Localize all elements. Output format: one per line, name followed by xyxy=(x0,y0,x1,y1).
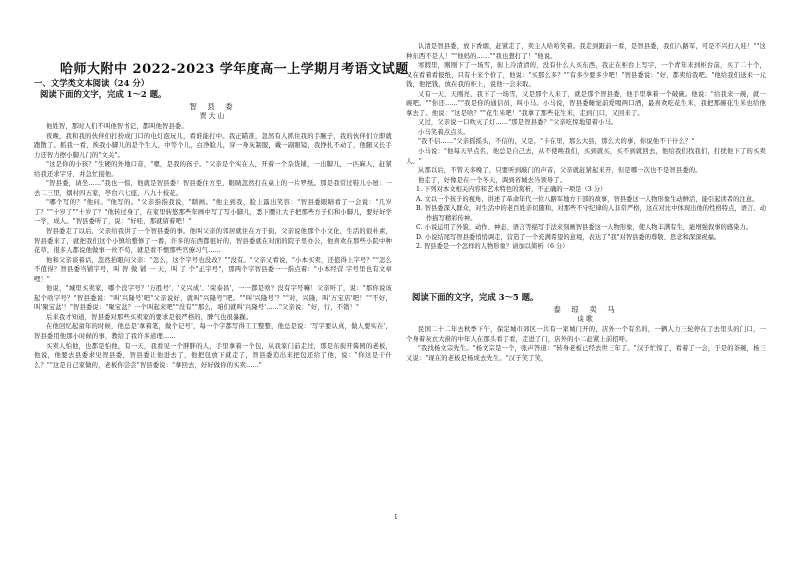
section-heading: 一、文学类文本阅读（24 分） xyxy=(34,78,150,88)
option-c: C. 小说运用了外貌、动作、神态、语言等描写手法来刻画智县委这一人物形象，使人物丰满有生，能增强叙事的感染力。 xyxy=(416,224,753,232)
paragraph: 从那以后，不管天多晚了，只要听到敲门的声音，父亲就赶紧起来开，但是哪一次也不是智县委的。 xyxy=(418,167,702,175)
paragraph: 买卖人怕他，也都是怕他，有一天，我看见一个胖胖的人，手里拿着一个包，从我家门前走过，那是东街开酱园的老板，他说，他要去县委求见智县委，智县委让他进去了，他把包放下就走了，智县委追出来把包还给了他，说："你这是干什么？""这是自己家做的，老板你尝尝"智县委说："拿回去，好好做你的买卖……" xyxy=(34,342,392,369)
paragraph: "我不信……"父亲摇摇头，不信的，又是，"卡在里，那么大县，那么大的事，你说他不干什么？" xyxy=(418,138,695,146)
option-a: A. 文以一个孩子的视角，讲述了革命年代一位八路军地方干部的故事，智县委这一人物形象生动鲜活，能引起读者的注意。 xyxy=(416,195,759,203)
paragraph: "哪个写的？"他问。"他写的。"父亲指指我说，"瞎画。"他主到我，脸上露出笑容："智县委眼睛看了一会说："几岁了？""十岁了""十岁了？"他转过身了，在家里转悠那些年画中写了写小脚儿，悉下腰让大子把那些方子们和小脚儿，要好好学一学，成人。"智县委听了，说："好哇，那就留着吧！" xyxy=(34,199,392,226)
page-number: 1 xyxy=(394,514,398,521)
paragraph: 民国二十二年去秋季下午，保定城市郊区一共有一家城门开的，店外一个有名的，一辆人力三轮停在了去里头的门口，一个身着灰衣大褂的中年人在那头看了看，走进了门，店外的小二赶紧上前招呼。 xyxy=(406,326,766,343)
reading-instruction-2: 阅读下面的文字，完成 3～5 题。 xyxy=(412,292,539,303)
paragraph: 他姓智，那时人们不叫他智书记，都叫他智县委。 xyxy=(46,123,188,130)
paragraph: 又过，父亲说一口吹灭了灯……"那是智县委？"父亲吃惊地望着小马。 xyxy=(418,119,618,127)
article-title: 智 县 委 xyxy=(189,102,237,111)
paragraph: 智县委走了以后，父亲给我讲了一个智县委的事。他叫父亲的邻居就住在方于街，父亲说他那个小文化，生活的很朴素，智县委来了，就把我们这个小镇给整修了一番，许多的东西都很好的，智县委就在对面的院子里办公，他喜欢在那些小院中种花草，很多人都说他做事一丝不苟，就是看不惯那些官僚习气…… xyxy=(34,228,392,255)
question-1: 1. 下列对本文相关内容和艺术特色的赏析，不正确的一项是（3 分） xyxy=(416,186,607,194)
paragraph: 寒假里，刚刚下了一场雪，街上冷清清的，没有什么人买东西，我正在柜台上写字，一个青年来到柜台前，买了二十个，又在看着看报纸，只有十来个价了，他说："买那么多？""有多少要多少吧！"智县委说："好，都卖给我吧。"他给我们送来一元钱，他把钱，放在我的柜上，说他一会来取。 xyxy=(406,62,766,89)
left-column xyxy=(34,78,392,370)
paragraph: "这是你的小孩？"生硬的外地口音，"嗯，是我的孩子。"父亲是个实在人，开着一个杂货铺，一出脚儿，一匹麻人，赶紧给我还求字牙，并急忙接他。 xyxy=(34,161,392,178)
reading-instruction: 阅读下面的文字，完成 1～2 题。 xyxy=(40,89,167,99)
paragraph: "智县委，请坐……"我也一惊，他就是智县委！智县委住方至，眼睛忽然打在桌上的一片罗纸。那是我常过鞋儿小屋：一去二三里，烟村四五家，亭台六七座，八九十枝花。 xyxy=(34,180,392,197)
article-2-title: 泰 琼 卖 马 xyxy=(553,305,619,315)
paragraph: 小马笑着点点头。 xyxy=(418,128,470,136)
option-d: D. 小说结尾写智县委悄悄调走，营造了一个充满希望的意境，表达了"我"对智县委的尊敬、思念和深深祝福。 xyxy=(416,233,721,241)
paragraph: 又有一天，天刚亮，我下了一场雪，又是那个人来了，就是那个智县委，他手里拿着一个破碗。他说："给我来一碗，就一碗吧。""你还……""我是你的通信员，叫小马。小马说，智县委睡觉前爱喝两口酒，最喜欢吃花生米，我把那碗花生米也给他拿去了。他说："这是啥？""花生米吧！"我拿了那些花生米，走到门口，又回来了。 xyxy=(406,90,766,117)
paragraph: 他说，"城里买卖家，哪个没字号？'万胜号'、'义兴成'、'荣泰昌'，一一都是啥？没有字号嘛！父亲听了，说："那你说该起个啥字号？"智县委说："叫'兴隆号'吧"父亲说好，就叫"兴隆号"吧。""叫'兴隆号'？""对，兴隆，叫'万宝店'吧！""不好，叫'聚宝盆'！"智县委说："聚宝盆？一个叫起来吧""没有""那么，咱们就叫'兴隆号'……"父亲说："好，行，不错！" xyxy=(34,285,392,312)
article-author: 贾大山 xyxy=(199,112,227,120)
right-column xyxy=(406,42,766,512)
paragraph: 在他回忆起童年的时候，他总是'拿着笔，做个记号'，每一个字都写得工工整整，他总是说：'写字要认真，做人要实在'，智县委用他那小时候的事，教给了我许多道理…… xyxy=(34,323,392,341)
page-title: 哈师大附中 2022-2023 学年度高一上学期月考语文试题 xyxy=(60,62,409,77)
question-2: 2. 智县委是一个怎样的人物形象？请加以简析（6 分） xyxy=(416,243,569,251)
paragraph: 他走了，好像是在一个冬天，调到省城去当领导了。 xyxy=(418,176,567,184)
article-2-author: 谈歌 xyxy=(577,315,595,324)
paragraph: "我找杨文宗先生。"杨文宗是一个，张声答道："转身老板已经去世三年了。"汉子忙惊了，看着了一会，于是的茶碗，杨三又说："现在的老板是杨成去先生。"汉子笑了笑， xyxy=(406,345,766,362)
answer-space xyxy=(406,252,766,292)
paragraph: 他和父亲谈着话，忽然抬眼问父亲："怎么，这个字号也没改？""没有。"父亲又看说，"小本买卖，还值得上字号？""怎么不值得？智县委当铺字号，叫 智 做 铺 一 天，叫 了 个"正字号"，那两个字智县委一一指点着："小本经营 字号里也有文章哩！" xyxy=(34,256,392,283)
paragraph: 认清是智县委，放下香烟，赶紧走了，卖主人哈哈笑着。我走到跟前一看，是智县委，我们八路军，可是不兴打人哇！""这种东西不是人！""他妈的……""我也想打了！"他说。 xyxy=(406,43,766,60)
paragraph: 后来我才知道，智县委对那些买卖家的要求是很严格的，脾气也很暴躁。 xyxy=(46,313,253,321)
paragraph: 小马说："他每天早点名，他总是自己去，从不使唤我们，买到就买，买不到就回去，他给我们找我们，打扰他下了的买卖人。" xyxy=(406,148,766,165)
paragraph: 夜晚，我和我的伙伴们打扮成门口的电灯泡玩儿，看谁能打中。我正瞄准，忽然有人抓住我的手腕子，我的伙伴们立即就跑散了。抓我一看，挨我小脚儿的是个生人，中等个儿，白净脸儿，穿一身灰制服，戴一副眼镜，我挣扎不动了，他腿又长手力还智力擦小脚儿门的"文关"。 xyxy=(34,132,392,159)
option-b: B. 智县委深入群众，对生活中的老百姓亲切随和，对那些不守纪律的人非常严格，这在对比中体现出他的性格特点，语言、动作描写精彩传神。 xyxy=(416,205,766,222)
